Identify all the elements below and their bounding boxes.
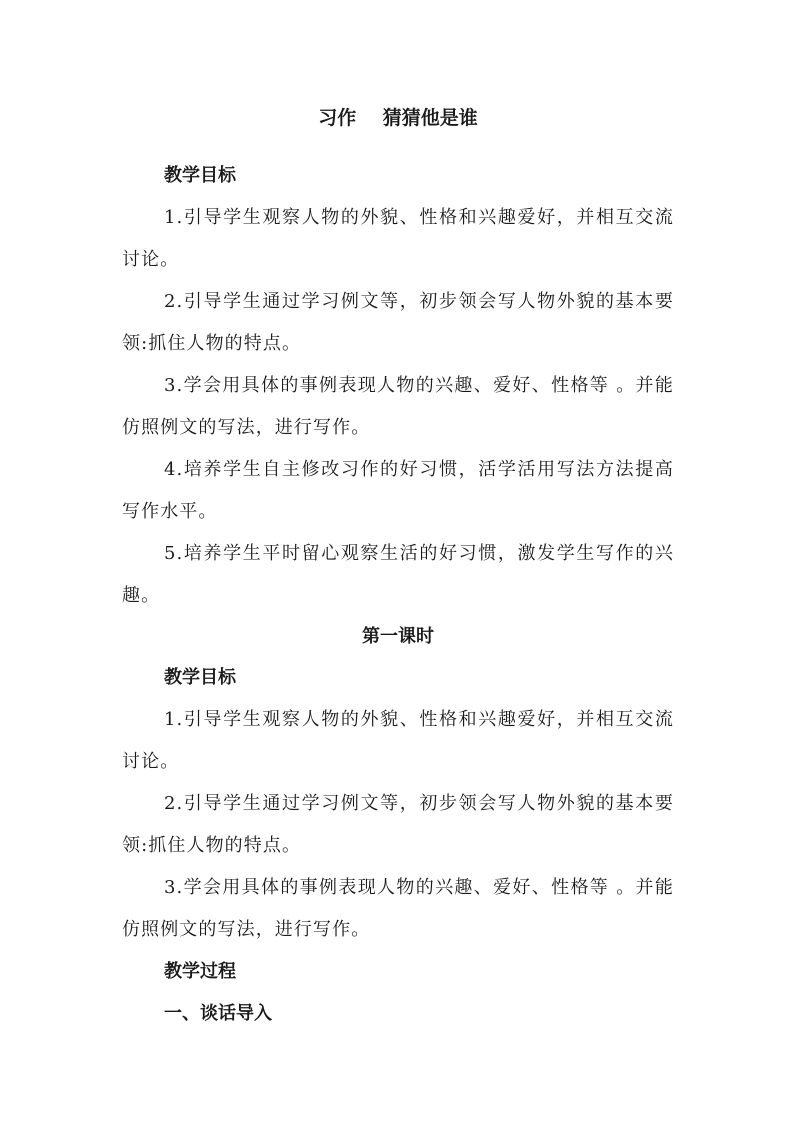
document-title: 习作 猜猜他是谁 [318,107,478,129]
lesson-objective-item: 1.引导学生观察人物的外貌、性格和兴趣爱好，并相互交流讨论。 [122,709,674,772]
objective-item: 5.培养学生平时留心观察生活的好习惯，激发学生写作的兴趣。 [122,543,674,606]
lesson-objective-item: 2.引导学生通过学习例文等，初步领会写人物外貌的基本要领:抓住人物的特点。 [122,793,674,856]
objective-item: 3.学会用具体的事例表现人物的兴趣、爱好、性格等 。并能仿照例文的写法，进行写作。 [122,375,674,438]
objective-item: 2.引导学生通过学习例文等，初步领会写人物外貌的基本要领:抓住人物的特点。 [122,291,674,354]
objective-item: 4.培养学生自主修改习作的好习惯，活学活用写法方法提高写作水平。 [122,459,674,522]
objective-item: 1.引导学生观察人物的外貌、性格和兴趣爱好，并相互交流讨论。 [122,207,674,270]
section-heading-lesson-objectives: 教学目标 [164,667,236,688]
section-heading-objectives: 教学目标 [164,165,236,186]
lesson-objective-item: 3.学会用具体的事例表现人物的兴趣、爱好、性格等 。并能仿照例文的写法，进行写作。 [122,877,674,940]
document-page [122,103,674,1035]
step-heading-intro: 一、谈话导入 [164,1003,272,1024]
section-heading-process: 教学过程 [164,961,236,982]
lesson-heading: 第一课时 [362,626,434,647]
